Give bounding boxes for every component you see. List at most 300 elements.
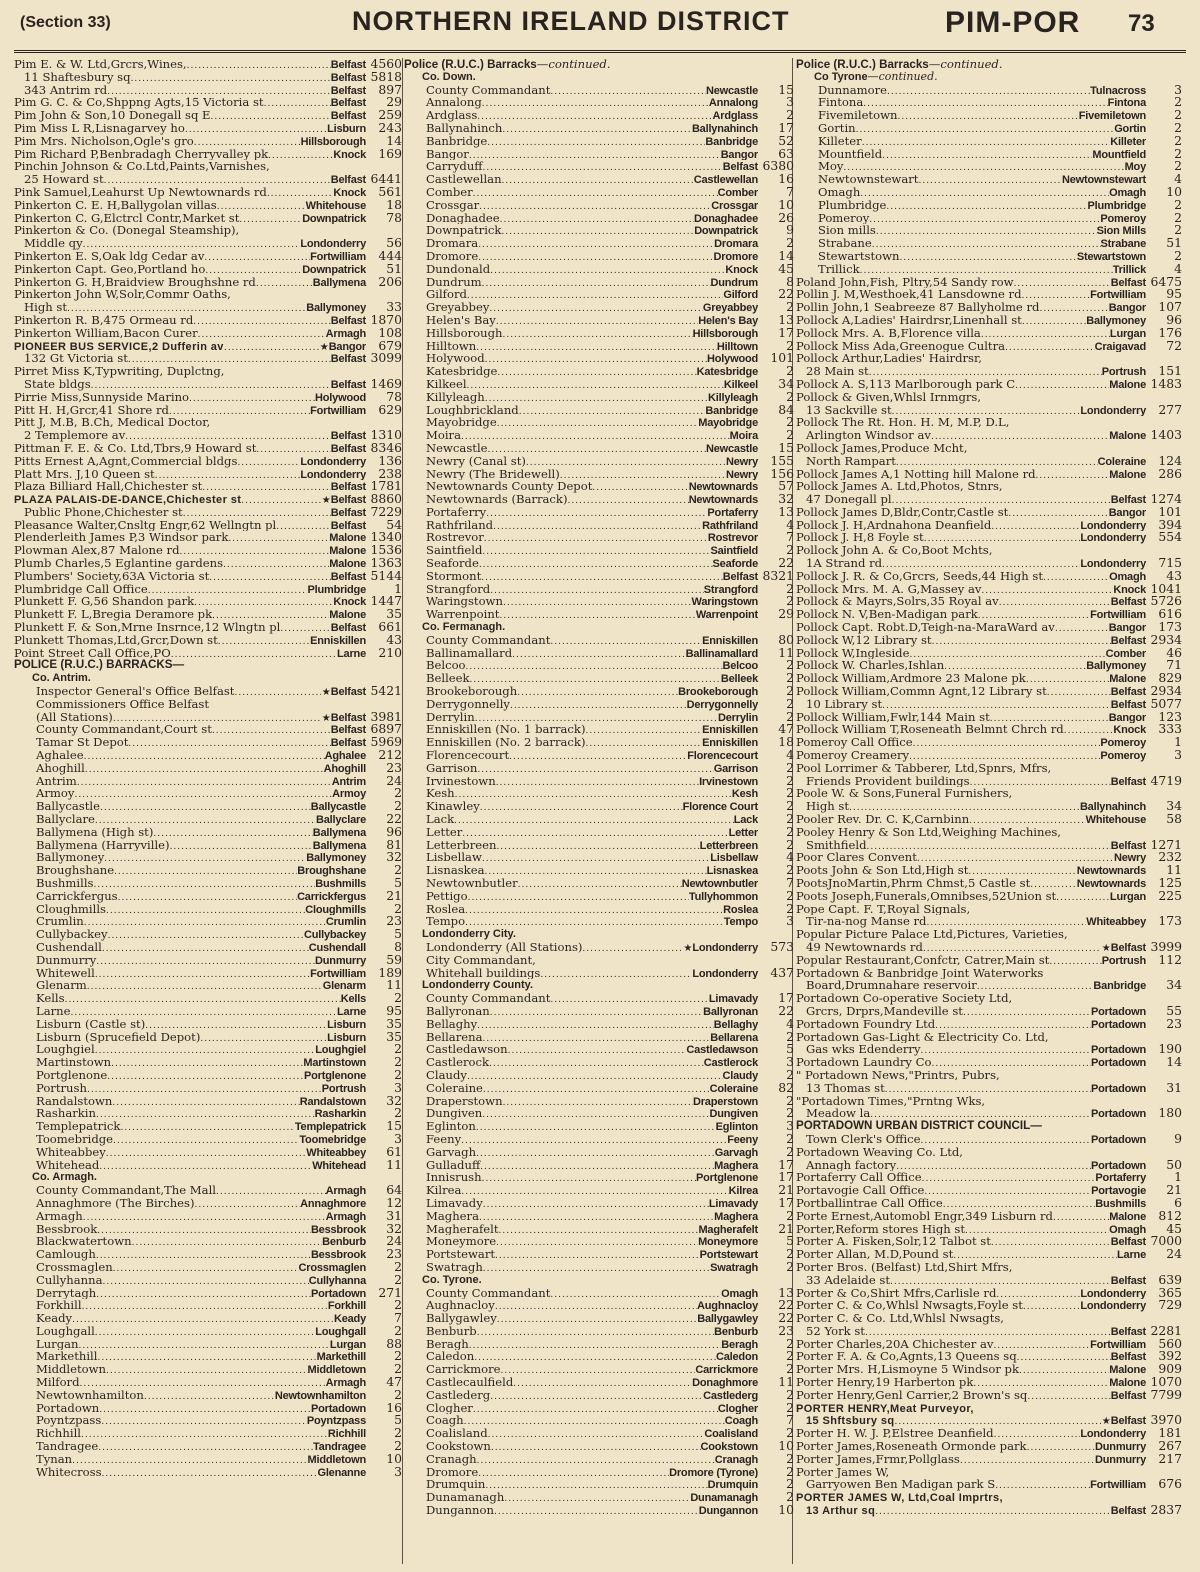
entry-name: Cranagh [426, 1452, 477, 1466]
leader-dots [849, 800, 1080, 813]
exchange-name: Bushmills [1095, 1197, 1146, 1210]
exchange-name: Belfast [1110, 596, 1146, 609]
entry-name: Garrison [426, 761, 478, 775]
entry-name: 15 Shftsbury sq [806, 1415, 895, 1428]
listing-entry [796, 237, 1182, 250]
leader-dots [496, 839, 699, 852]
phone-number: 136 [378, 454, 402, 468]
entry-name: Porter Mrs. H,Lismoyne 5 Windsor pk [796, 1363, 1019, 1377]
entry-name: Porter A. Fisken,Solr,12 Talbot st [796, 1235, 991, 1249]
leader-dots [205, 263, 302, 276]
leader-dots [466, 659, 723, 672]
leader-dots [1026, 672, 1109, 685]
listing-entry [796, 212, 1182, 225]
phone-number: 88 [386, 1337, 402, 1351]
exchange-name: Belfast [1110, 634, 1146, 647]
leader-dots [526, 455, 726, 468]
entry-name: Keady [36, 1312, 73, 1325]
exchange-name: Castlewellan [693, 174, 758, 186]
leader-dots [212, 608, 329, 621]
leader-dots [97, 1350, 316, 1363]
exchange-name: Dromore [713, 250, 758, 263]
leader-dots [467, 288, 723, 301]
leader-dots [1027, 1389, 1110, 1402]
phone-number: 2 [394, 1299, 402, 1313]
leader-dots [125, 429, 330, 442]
leader-dots [488, 1427, 705, 1440]
listing-entry [14, 122, 402, 135]
entry-continued [14, 288, 402, 301]
entry-name: (All Stations) [36, 710, 113, 724]
phone-number: 26 [778, 211, 794, 225]
listing-entry [14, 263, 402, 276]
listing-entry [14, 276, 402, 289]
listing-entry [796, 1056, 1182, 1069]
exchange-name: Belfast [330, 174, 366, 186]
listing-entry [796, 557, 1182, 570]
exchange-name: Lisburn [327, 1031, 366, 1044]
entry-name: Newry (Canal st) [426, 454, 526, 468]
phone-number: 3 [394, 1081, 402, 1095]
entry-name: Lurgan [36, 1337, 79, 1351]
listing-entry [796, 314, 1182, 327]
entry-name: Tynan [36, 1452, 73, 1466]
phone-number: 173 [1158, 621, 1182, 634]
phone-number: 24 [1166, 1248, 1182, 1261]
leader-dots [892, 493, 1111, 506]
exchange-name: Portadown [1090, 1005, 1146, 1018]
entry-name: Porter Henry,Genl Carrier,2 Brown's sq [796, 1388, 1028, 1402]
leader-dots [479, 199, 711, 212]
entry-name: Garvagh [426, 1145, 477, 1159]
exchange-name: Londonderry [300, 468, 366, 481]
listing-entry [14, 340, 402, 353]
listing-entry [14, 583, 402, 596]
listing-entry [404, 301, 794, 314]
listing-entry [796, 1287, 1182, 1300]
exchange-name: Portglenone [696, 1172, 758, 1185]
leader-dots [960, 1453, 1095, 1466]
entry-name: Board,Drumnahare reservoir [806, 979, 977, 993]
phone-number: 13 [778, 1286, 794, 1300]
exchange-name: Castlerock [703, 1057, 758, 1069]
listing-entry [404, 1082, 794, 1095]
phone-number: 2 [786, 1209, 794, 1223]
listing-entry [404, 595, 794, 608]
listing-entry [404, 711, 794, 724]
listing-entry [796, 263, 1182, 276]
leader-dots [519, 404, 706, 417]
listing-entry [404, 749, 794, 762]
exchange-name: Strabane [1100, 238, 1146, 250]
listing-entry [404, 1440, 794, 1453]
phone-number: 17 [778, 1196, 794, 1210]
page-header [0, 0, 1200, 52]
phone-number: 52 [778, 134, 794, 148]
phone-number: 5 [394, 928, 402, 941]
phone-number: 80 [778, 633, 794, 647]
listing-entry [796, 468, 1182, 481]
phone-number: 365 [1158, 1286, 1182, 1300]
listing-entry [796, 135, 1182, 148]
entry-name: Poots Joseph,Funerals,Omnibses,52Union st [796, 889, 1057, 903]
listing-entry [796, 1440, 1182, 1453]
phone-number: 2 [394, 1260, 402, 1274]
entry-name: Pollock W,Ingleside [796, 646, 910, 660]
leader-dots [882, 698, 1111, 711]
phone-number: 84 [778, 403, 794, 417]
listing-entry [404, 736, 794, 749]
phone-number: 2281 [1150, 1324, 1182, 1338]
entry-name: Fintona [818, 96, 864, 110]
phone-number: 96 [386, 825, 402, 839]
star-icon: ★ [1101, 942, 1111, 954]
listing-entry [404, 1120, 794, 1133]
entry-name: Dundrum [426, 275, 482, 289]
leader-dots [87, 979, 323, 992]
phone-number: 156 [770, 467, 794, 481]
leader-dots [503, 595, 692, 608]
leader-dots [469, 148, 721, 161]
listing-entry [14, 1005, 402, 1018]
leader-dots [499, 608, 695, 621]
phone-number: 7 [786, 877, 794, 890]
entry-name: 13 Sackville st [806, 403, 892, 417]
leader-dots [216, 1184, 326, 1197]
leader-dots [228, 531, 329, 544]
leader-dots [209, 570, 330, 583]
phone-number: 1310 [370, 429, 402, 442]
phone-number: 22 [778, 557, 794, 570]
listing-entry [796, 96, 1182, 109]
entry-name: Porte Ernest,Automobl Engr,349 Lisburn rd [796, 1209, 1053, 1223]
phone-number: 2 [786, 109, 794, 122]
entry-continued [796, 787, 1182, 800]
leader-dots [212, 723, 331, 736]
leader-dots [483, 160, 723, 173]
listing-entry [14, 186, 402, 199]
exchange-name: Coagh [724, 1415, 758, 1428]
leader-dots [493, 519, 702, 532]
exchange-name: Tullyhommon [688, 890, 758, 903]
entry-name: Popular Restaurant,Confctr, Catrer,Main st [796, 953, 1050, 967]
phone-number: 333 [1158, 723, 1182, 737]
leader-dots [490, 1389, 703, 1402]
entry-name: Pollock A. S,113 Marlborough park C [796, 377, 1016, 391]
entry-name: PORTER HENRY,Meat Purveyor, [796, 1402, 974, 1415]
leader-dots [482, 96, 709, 109]
exchange-name: Lisburn [327, 122, 366, 135]
entry-name: Ahoghill [36, 761, 85, 775]
listing-entry [796, 736, 1182, 749]
phone-number: 2 [786, 301, 794, 314]
exchange-name: Belfast [330, 71, 366, 84]
phone-number: 107 [1158, 301, 1182, 314]
exchange-name: Belfast [1110, 1274, 1146, 1287]
exchange-name: Cookstown [700, 1441, 758, 1453]
listing-entry [14, 723, 402, 736]
exchange-name: Ballymoney [306, 302, 366, 314]
listing-entry [796, 250, 1182, 263]
listing-entry [14, 992, 402, 1005]
exchange-name: Dromara [714, 238, 758, 250]
entry-name: Portadown Co-operative Society Ltd, [796, 992, 1013, 1005]
exchange-name: Knock [1113, 724, 1146, 737]
entry-name: Pollock J. H,8 Foyle st [796, 531, 924, 545]
leader-dots [461, 1184, 728, 1197]
phone-number: 95 [386, 1004, 402, 1018]
phone-number: 2 [1174, 96, 1182, 110]
exchange-name: Florencecourt [687, 750, 758, 762]
county-heading [796, 71, 1182, 84]
leader-dots [1049, 954, 1101, 967]
listing-entry [14, 109, 402, 122]
exchange-name: Kesh [731, 788, 758, 801]
listing-entry [14, 1031, 402, 1044]
entry-name: North Rampart [806, 454, 896, 468]
leader-dots [1027, 1440, 1095, 1453]
phone-number: 5 [786, 1043, 794, 1057]
listing-entry [404, 455, 794, 468]
entry-name: Mountfield [818, 147, 883, 161]
leader-dots [497, 1312, 697, 1325]
leader-dots [104, 173, 331, 186]
listing-entry [14, 1312, 402, 1325]
listing-entry [14, 1235, 402, 1248]
entry-name: Aghalee [36, 749, 84, 762]
exchange-name: Whiteabbey [1086, 916, 1146, 929]
entry-name: Pinchin Johnson & Co.Ltd,Paints,Varnishes, [14, 160, 270, 174]
exchange-name: Ballymena [312, 826, 366, 839]
leader-dots [540, 967, 692, 980]
exchange-name: Omagh [1109, 186, 1146, 199]
entry-name: Moira [426, 429, 462, 442]
exchange-name: Draperstown [692, 1095, 758, 1108]
exchange-name: Portadown [1090, 1057, 1146, 1069]
entry-name: Brookeborough [426, 685, 518, 698]
phone-number: 7 [786, 531, 794, 545]
phone-number: 2 [786, 1094, 794, 1108]
leader-dots [99, 1402, 311, 1415]
entry-name: Loughgall [36, 1324, 95, 1338]
phone-number: 59 [386, 953, 402, 967]
entry-name: Pollock The Rt. Hon. H. M, M.P, D.L, [796, 416, 1010, 430]
exchange-name: Katesbridge [696, 366, 758, 378]
leader-dots [968, 864, 1076, 877]
entry-name: Pinkerton William,Bacon Curer [14, 326, 198, 340]
phone-number: 1536 [370, 544, 402, 558]
phone-number: 45 [778, 262, 794, 276]
phone-number: 2 [394, 992, 402, 1005]
entry-name: High st [24, 301, 68, 314]
listing-entry [404, 1248, 794, 1261]
listing-entry [404, 723, 794, 736]
entry-name: Porter,Reform stores High st [796, 1222, 966, 1236]
entry-name: Rostrevor [426, 531, 484, 545]
exchange-name: Belfast [1110, 686, 1146, 698]
leader-dots [189, 391, 315, 404]
entry-continued [796, 1146, 1182, 1159]
entry-name: Pope Capt. F. T,Royal Signals, [796, 902, 971, 916]
exchange-name: Belfast [722, 570, 758, 583]
leader-dots [470, 672, 721, 685]
section-heading [14, 659, 402, 672]
listing-entry [14, 544, 402, 557]
entry-name: Warrenpoint [426, 608, 500, 622]
phone-number: 14 [386, 134, 402, 148]
entry-name: Porter Henry,19 Harberton pk [796, 1376, 974, 1389]
exchange-name: Belfast [330, 378, 366, 391]
entry-name: Glenarm [36, 979, 87, 993]
phone-number: 24 [386, 1235, 402, 1249]
exchange-name: Ballynahinch [691, 122, 758, 135]
exchange-name: Plumbridge [1087, 199, 1146, 212]
entry-name: Poots John & Son Ltd,High st [796, 864, 969, 877]
phone-number: 4 [786, 518, 794, 532]
phone-number: 2 [786, 889, 794, 903]
leader-dots [241, 493, 320, 506]
entry-name: Poyntzpass [36, 1414, 102, 1428]
listing-entry [404, 851, 794, 864]
exchange-name: Enniskillen [702, 634, 758, 647]
listing-entry [404, 1466, 794, 1479]
entry-name: Gilford [426, 288, 467, 302]
exchange-name: Ballymoney [1086, 314, 1146, 327]
leader-dots [977, 979, 1094, 992]
listing-entry [404, 1018, 794, 1031]
entry-name: Pinkerton C. G,Elctrcl Contr,Market st [14, 211, 240, 225]
exchange-name: Donaghmore [692, 1377, 758, 1389]
listing-entry [14, 1453, 402, 1466]
leader-dots [491, 1440, 701, 1453]
listing-entry [404, 1184, 794, 1197]
exchange-name: Belfast [330, 506, 366, 519]
listing-entry [796, 954, 1182, 967]
entry-name: Pinkerton John W,Solr,Commr Oaths, [14, 288, 231, 302]
phone-number: 5421 [370, 685, 402, 698]
exchange-name: Fortwilliam [1090, 1338, 1146, 1351]
leader-dots [489, 1056, 704, 1069]
listing-entry [404, 1363, 794, 1376]
listing-entry [14, 634, 402, 647]
exchange-name: Newcastle [705, 84, 758, 97]
phone-number: 259 [378, 109, 402, 122]
leader-dots [170, 839, 313, 852]
entry-name: Pollock Arthur,Ladies' Hairdrsr, [796, 352, 982, 366]
leader-dots [496, 775, 699, 788]
phone-number: 58 [1166, 813, 1182, 826]
phone-number: 82 [778, 1081, 794, 1095]
exchange-name: Portaferry [1095, 1172, 1146, 1185]
leader-dots [1022, 314, 1086, 327]
phone-number: 561 [378, 185, 402, 199]
star-icon: ★ [321, 495, 331, 506]
leader-dots [79, 1338, 330, 1351]
phone-number: 2 [394, 787, 402, 801]
exchange-name: Forkhill [327, 1300, 366, 1313]
entry-name: Newtownstewart [818, 173, 919, 186]
phone-number: 1403 [1150, 429, 1182, 442]
exchange-name: Belfast [1110, 1389, 1146, 1402]
listing-entry [796, 365, 1182, 378]
leader-dots [488, 442, 706, 455]
entry-name: PIONEER BUS SERVICE,2 Dufferin av [14, 340, 224, 353]
entry-name: Tir-na-nog Manse rd [806, 915, 927, 929]
leader-dots [98, 1440, 313, 1453]
listing-entry [14, 173, 402, 186]
exchange-name: Maghera [714, 1210, 758, 1223]
heading-text: POLICE (R.U.C.) BARRACKS— [14, 658, 185, 672]
entry-continued [796, 762, 1182, 775]
exchange-name: Whitehouse [305, 199, 366, 212]
phone-number: 22 [778, 1312, 794, 1325]
entry-name: Cullybackey [36, 928, 108, 941]
entry-name: Grcrs, Drprs,Mandeville st [806, 1004, 963, 1018]
listing-entry [14, 1376, 402, 1389]
entry-name: Derrylin [426, 710, 475, 724]
leader-dots [114, 864, 297, 877]
entry-name: Pinkerton Capt. Geo,Portland ho [14, 262, 206, 276]
exchange-name: Ballymoney [306, 852, 366, 865]
phone-number: 51 [1166, 237, 1182, 250]
listing-entry [14, 711, 402, 724]
entry-name: Coleraine [426, 1081, 483, 1095]
listing-entry [14, 1414, 402, 1427]
phone-number: 2 [786, 1363, 794, 1377]
heading-text: PORTADOWN URBAN DISTRICT COUNCIL— [796, 1119, 1042, 1133]
listing-entry [404, 212, 794, 225]
entry-name: Swatragh [426, 1260, 483, 1274]
leader-dots [468, 890, 689, 903]
phone-number: 2 [786, 800, 794, 814]
phone-number: 232 [1158, 851, 1182, 865]
phone-number: 6475 [1150, 275, 1182, 289]
listing-entry [796, 455, 1182, 468]
listing-entry [404, 1159, 794, 1172]
phone-number: 444 [378, 249, 402, 263]
leader-dots [482, 851, 710, 864]
leader-dots [497, 365, 696, 378]
listing-entry [404, 340, 794, 353]
phone-number: 2 [786, 1132, 794, 1146]
leader-dots [111, 1056, 303, 1069]
leader-dots [504, 1491, 690, 1504]
phone-number: 2 [1174, 121, 1182, 135]
listing-entry [404, 1005, 794, 1018]
phone-number: 72 [1166, 339, 1182, 353]
leader-dots [875, 1504, 1111, 1517]
phone-number: 16 [386, 1401, 402, 1415]
phone-number: 394 [1158, 518, 1182, 532]
listing-entry [404, 1261, 794, 1274]
entry-name: Bessbrook [36, 1222, 98, 1236]
leader-dots [489, 301, 703, 314]
phone-number: 64 [386, 1184, 402, 1197]
phone-number: 639 [1158, 1273, 1182, 1287]
listing-entry [404, 391, 794, 404]
phone-number: 95 [1166, 288, 1182, 302]
listing-entry [404, 1350, 794, 1363]
entry-name: Pollock J. R. & Co,Grcrs, Seeds,44 High st [796, 569, 1043, 583]
leader-dots [169, 404, 310, 417]
phone-number: 15 [778, 83, 794, 97]
leader-dots [144, 1389, 275, 1402]
leader-dots [153, 826, 312, 839]
entry-name: Antrim [36, 774, 77, 788]
exchange-name: Malone [1109, 1377, 1146, 1389]
column-1 [14, 58, 402, 1478]
listing-entry [404, 915, 794, 928]
